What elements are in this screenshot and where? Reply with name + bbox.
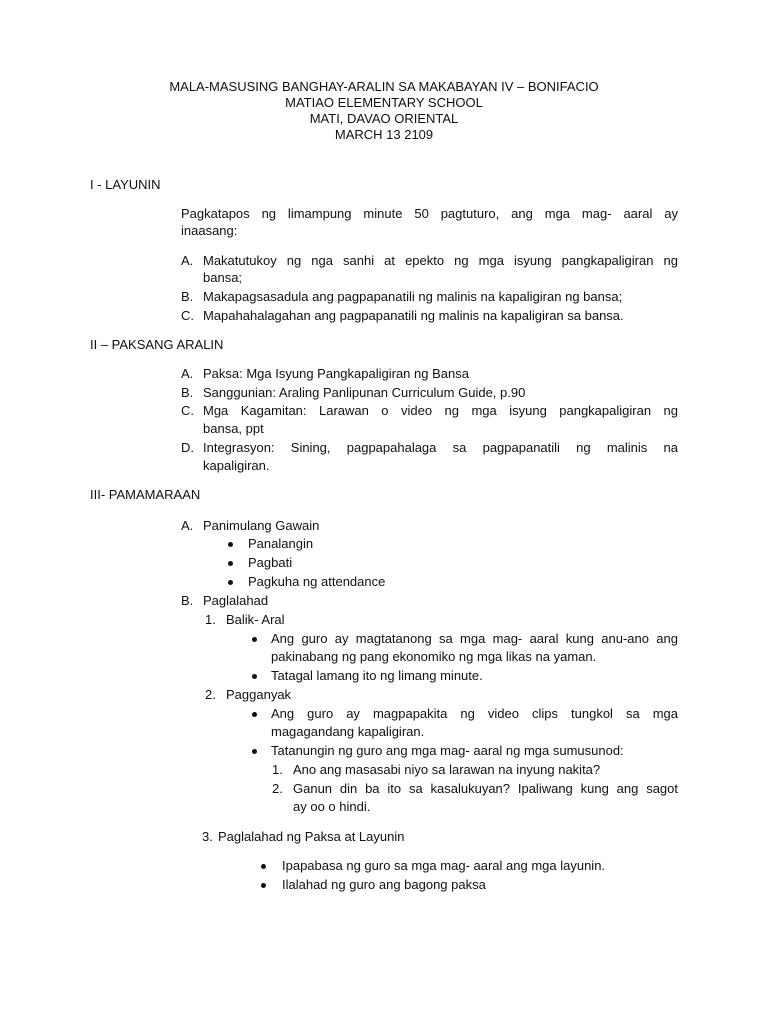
list-marker: A. [181, 366, 194, 381]
pagganyak-bullet-1-line-2: magagandang kapaligiran. [271, 724, 425, 739]
doc-title: MALA-MASUSING BANGHAY-ARALIN SA MAKABAYAN IV – BONIFACIO [169, 79, 599, 94]
pagganyak-label: Pagganyak [226, 687, 292, 702]
list-item: Ipapabasa ng guro sa mga mag- aaral ang mga layunin. [282, 858, 606, 873]
bullet-icon [261, 883, 266, 888]
bullet-icon [252, 712, 257, 717]
layunin-intro-line-1: Pagkatapos ng limampung minute 50 pagtuturo, ang mga mag- aaral ay [181, 206, 678, 221]
bullet-icon [252, 749, 257, 754]
list-marker: B. [181, 385, 194, 400]
question-2-line-1: Ganun din ba ito sa kasalukuyan? Ipaliwang kung ang sagot [293, 781, 678, 796]
list-item: Panalangin [248, 536, 314, 551]
paksa-item-b: Sanggunian: Araling Panlipunan Curriculum Guide, p.90 [203, 385, 526, 400]
question-2-line-2: ay oo o hindi. [293, 799, 371, 814]
pagganyak-bullet-1-line-1: Ang guro ay magpapakita ng video clips tungkol sa mga [271, 706, 678, 721]
list-marker: 3. [202, 829, 213, 844]
list-item: Pagkuha ng attendance [248, 574, 386, 589]
paglalahad-label: Paglalahad [203, 593, 269, 608]
paglalahad-ng-paksa-label: Paglalahad ng Paksa at Layunin [218, 829, 405, 844]
bullet-icon [228, 561, 233, 566]
question-1: Ano ang masasabi niyo sa larawan na inyung nakita? [293, 762, 601, 777]
balik-aral-bullet-1-line-2: pakinabang ng pang ekonomiko ng mga likas na yaman. [271, 649, 597, 664]
layunin-intro-line-2: inaasang: [181, 223, 238, 238]
layunin-item-c: Mapahahalagahan ang pagpapanatili ng malinis na kapaligiran sa bansa. [203, 308, 624, 323]
list-marker: B. [181, 593, 194, 608]
paksa-item-c-line-1: Mga Kagamitan: Larawan o video ng mga isyung pangkapaligiran ng [203, 403, 678, 418]
school-location: MATI, DAVAO ORIENTAL [309, 111, 459, 126]
layunin-item-b: Makapagsasadula ang pagpapanatili ng malinis na kapaligiran ng bansa; [203, 289, 623, 304]
list-item: Ilalahad ng guro ang bagong paksa [282, 877, 486, 892]
list-item: Pagbati [248, 555, 293, 570]
section-heading-layunin: I - LAYUNIN [90, 177, 161, 192]
bullet-icon [228, 580, 233, 585]
list-marker: 2. [272, 781, 283, 796]
pagganyak-bullet-2: Tatanungin ng guro ang mga mag- aaral ng mga sumusunod: [271, 743, 624, 758]
bullet-icon [252, 674, 257, 679]
school-name: MATIAO ELEMENTARY SCHOOL [285, 95, 483, 110]
paksa-item-a: Paksa: Mga Isyung Pangkapaligiran ng Bansa [203, 366, 469, 381]
doc-date: MARCH 13 2109 [334, 127, 434, 142]
list-marker: 1. [205, 612, 216, 627]
list-marker: A. [181, 518, 194, 533]
balik-aral-bullet-2: Tatagal lamang ito ng limang minute. [271, 668, 483, 683]
list-marker: 1. [272, 762, 283, 777]
list-marker: D. [181, 440, 194, 455]
layunin-item-a-line-1: Makatutukoy ng nga sanhi at epekto ng mga isyung pangkapaligiran ng [203, 253, 678, 268]
balik-aral-label: Balik- Aral [226, 612, 285, 627]
paksa-item-c-line-2: bansa, ppt [203, 421, 264, 436]
balik-aral-bullet-1-line-1: Ang guro ay magtatanong sa mga mag- aaral kung anu-ano ang [271, 631, 678, 646]
list-marker: B. [181, 289, 194, 304]
list-marker: C. [181, 403, 194, 418]
paksa-item-d-line-2: kapaligiran. [203, 458, 270, 473]
bullet-icon [261, 864, 266, 869]
list-marker: C. [181, 308, 194, 323]
paksa-item-d-line-1: Integrasyon: Sining, pagpapahalaga sa pagpapanatili ng malinis na [203, 440, 678, 455]
bullet-icon [228, 542, 233, 547]
section-heading-paksang-aralin: II – PAKSANG ARALIN [90, 337, 224, 352]
bullet-icon [252, 637, 257, 642]
panimulang-gawain-label: Panimulang Gawain [203, 518, 320, 533]
section-heading-pamamaraan: III- PAMAMARAAN [90, 487, 201, 502]
list-marker: A. [181, 253, 194, 268]
list-marker: 2. [205, 687, 216, 702]
layunin-item-a-line-2: bansa; [203, 270, 243, 285]
